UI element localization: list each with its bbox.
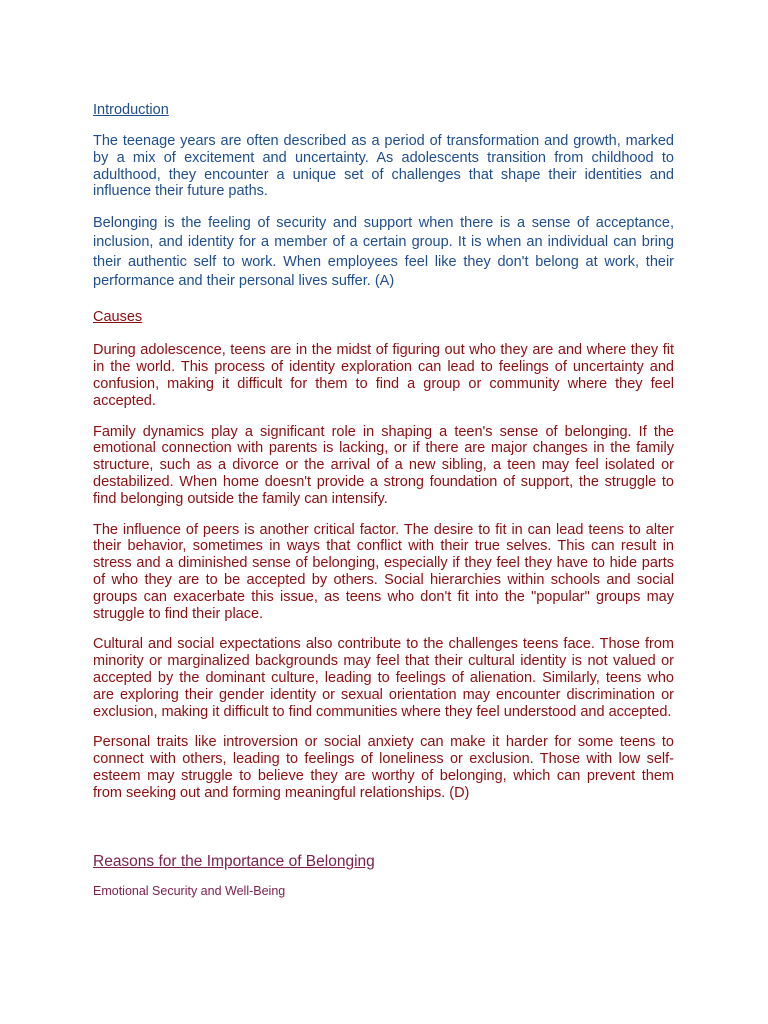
- causes-section: [93, 308, 674, 801]
- introduction-paragraph-2: Belonging is the feeling of security and support when there is a sense of acceptance, inclusion, and identity for a member of a certain group. It is when an individual can bring their authentic self to work. When employees feel like they don't belong at work, their performance and their personal lives suffer. (A): [93, 215, 674, 290]
- document-page: [93, 101, 674, 899]
- causes-heading: Causes: [93, 309, 143, 326]
- introduction-section: [93, 101, 674, 291]
- causes-paragraph-2: Family dynamics play a significant role in shaping a teen's sense of belonging. If the emotional connection with parents is lacking, or if there are major changes in the family structure, such as a divorce or the arrival of a new sibling, a teen may feel isolated or destabilized. When home doesn't provide a strong foundation of support, the struggle to find belonging outside the family can intensify.: [93, 423, 674, 507]
- introduction-paragraph-1: The teenage years are often described as a period of transformation and growth, marked by a mix of excitement and uncertainty. As adolescents transition from childhood to adulthood, they encounter a unique set of challenges that shape their identities and influence their future paths.: [93, 133, 674, 200]
- introduction-heading: Introduction: [93, 102, 169, 118]
- causes-paragraph-4: Cultural and social expectations also contribute to the challenges teens face. Those from minority or marginalized backgrounds may feel that their cultural identity is not valued or accepted by the dominant culture, leading to feelings of alienation. Similarly, teens who are exploring their gender identity or sexual orientation may encounter discrimination or exclusion, making it difficult to find communities where they feel understood and accepted.: [93, 636, 674, 720]
- causes-paragraph-3: The influence of peers is another critical factor. The desire to fit in can lead teens to alter their behavior, sometimes in ways that conflict with their true selves. This can result in stress and a diminished sense of belonging, especially if they feel they have to hide parts of who they are to be accepted by others. Social hierarchies within schools and social groups can exacerbate this issue, as teens who don't fit into the "popular" groups may struggle to find their place.: [93, 521, 674, 622]
- reasons-subheading: Emotional Security and Well-Being: [93, 883, 286, 898]
- reasons-heading: Reasons for the Importance of Belonging: [93, 852, 375, 870]
- reasons-section: [93, 852, 674, 899]
- causes-paragraph-5: Personal traits like introversion or social anxiety can make it harder for some teens to connect with others, leading to feelings of loneliness or exclusion. Those with low self-esteem may struggle to believe they are worthy of belonging, which can prevent them from seeking out and forming meaningful relationships. (D): [93, 734, 674, 801]
- causes-paragraph-1: During adolescence, teens are in the midst of figuring out who they are and where they fit in the world. This process of identity exploration can lead to feelings of uncertainty and confusion, making it difficult for them to find a group or community where they feel accepted.: [93, 342, 674, 409]
